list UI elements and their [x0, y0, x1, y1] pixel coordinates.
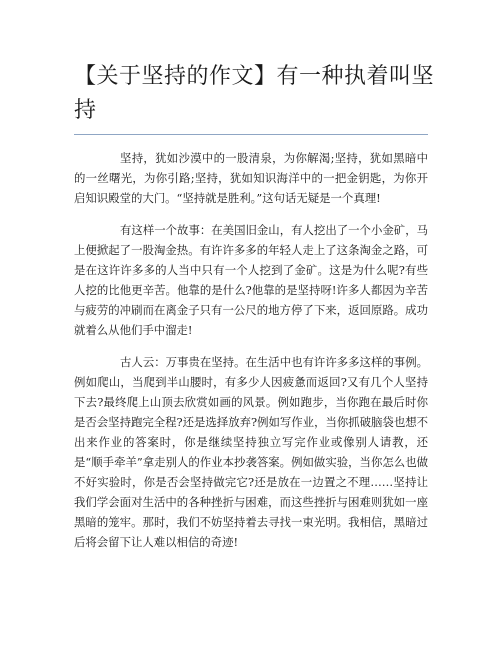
document-body — [74, 148, 428, 564]
paragraph-1: 坚持，犹如沙漠中的一股清泉，为你解渴;坚持，犹如黑暗中的一丝曙光，为你引路;坚持，犹如知识海洋中的一把金钥匙，为你开启知识殿堂的大门。“坚持就是胜利。”这句话无疑是一个真理! — [74, 151, 428, 205]
page-title: 【关于坚持的作文】有一种执着叫坚持 — [74, 64, 435, 123]
paragraph-3: 古人云：万事贵在坚持。在生活中也有许许多多这样的事例。例如爬山，当爬到半山腰时，有多少人因疲惫而返回?又有几个人坚持下去?最终爬上山顶去欣赏如画的风景。例如跑步，当你跑在最后时你是否会坚持跑完全程?还是选择放弃?例如写作业，当你抓破脑袋也想不出来作业的答案时，你是继续坚持独立写完作业或像别人请教，还是“顺手牵羊”拿走别人的作业本抄袭答案。例如做实验，当你怎么也做不好实验时，你是否会坚持做完它?还是放在一边置之不理……坚持让我们学会面对生活中的各种挫折与困难，而这些挫折与困难则犹如一座黑暗的笼牢。那时，我们不妨坚持着去寻找一束光明。我相信，黑暗过后将会留下让人难以相信的奇迹! — [74, 355, 428, 549]
title-divider — [74, 134, 428, 135]
paragraph-2: 有这样一个故事：在美国旧金山，有人挖出了一个小金矿，马上便掀起了一股淘金热。有许许多多的年轻人走上了这条淘金之路，可是在这许许多多的人当中只有一个人挖到了金矿。这是为什么呢?有些人挖的比他更辛苦。他靠的是什么?他靠的是坚持呀!许多人都因为辛苦与疲劳的冲刷而在离金子只有一公尺的地方停了下来，返回原路。成功就着么从他们手中溜走! — [74, 223, 428, 337]
